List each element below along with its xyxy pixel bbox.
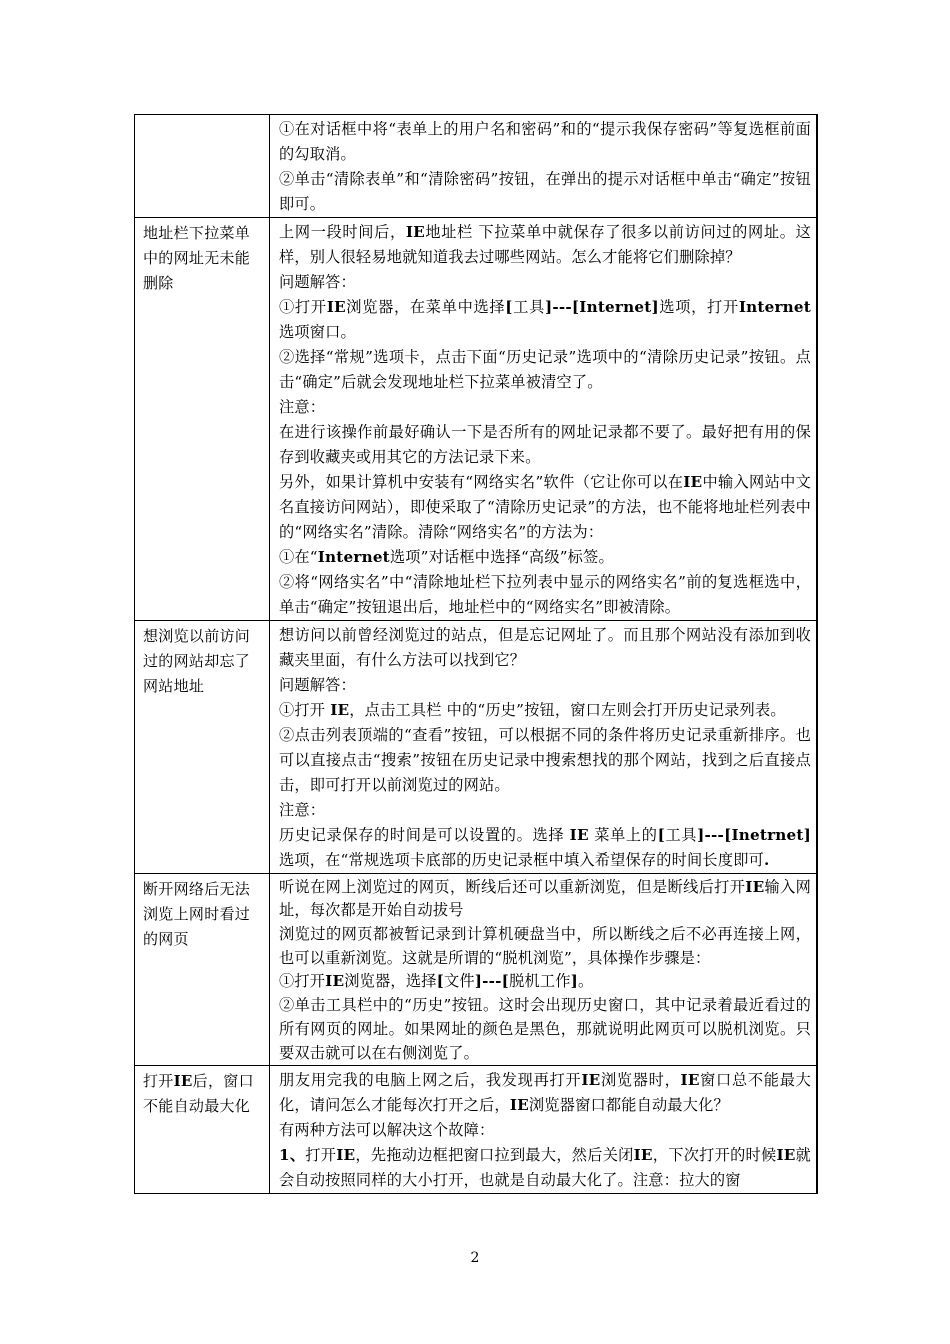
question-cell: 断开网络后无法浏览上网时看过的网页 <box>135 874 270 1066</box>
answer-paragraph: 想访问以前曾经浏览过的站点，但是忘记网址了。而且那个网站没有添加到收藏夹里面，有什么方法可以找到它？ <box>279 626 811 669</box>
answer-paragraph: 上网一段时间后，IE地址栏 下拉菜单中就保存了很多以前访问过的网址。这样，别人很轻易地就知道我去过哪些网站。怎么才能将它们删除掉？ <box>279 223 811 266</box>
answer-paragraph: ②点击列表顶端的“查看”按钮，可以根据不同的条件将历史记录重新排序。也可以直接点击“搜索”按钮在历史记录中搜索想找的那个网站，找到之后直接点击，即可打开以前浏览过的网站。 <box>279 726 811 794</box>
question-cell: 想浏览以前访问过的网站却忘了网站地址 <box>135 621 270 874</box>
table-row <box>135 621 818 874</box>
answer-paragraph: ①打开IE浏览器，选择[文件]---[脱机工作]。 <box>279 972 594 990</box>
answer-paragraph: ①打开 IE，点击工具栏 中的“历史”按钮，窗口左则会打开历史记录列表。 <box>279 701 786 719</box>
page-number: 2 <box>470 1250 480 1266</box>
answer-paragraph: 浏览过的网页都被暂记录到计算机硬盘当中，所以断线之后不必再连接上网，也可以重新浏览。这就是所谓的“脱机浏览”，具体操作步骤是： <box>279 925 811 967</box>
answer-paragraph: 注意： <box>279 398 326 416</box>
answer-paragraph: ①在“Internet选项”对话框中选择“高级”标签。 <box>279 548 614 566</box>
answer-paragraph: 朋友用完我的电脑上网之后，我发现再打开IE浏览器时，IE窗口总不能最大化，请问怎么才能每次打开之后，IE浏览器窗口都能自动最大化？ <box>279 1071 811 1114</box>
table-row <box>135 874 818 1066</box>
question-cell: 地址栏下拉菜单中的网址无未能删除 <box>135 218 270 621</box>
answer-cell <box>270 115 818 218</box>
table-row <box>135 1066 818 1194</box>
answer-paragraph: ①在对话框中将“表单上的用户名和密码”和的“提示我保存密码”等复选框前面的勾取消。 <box>279 120 811 163</box>
answer-cell <box>270 1066 818 1194</box>
table-row <box>135 218 818 621</box>
answer-paragraph: ②将“网络实名”中“清除地址栏下拉列表中显示的网络实名”前的复选框选中，单击“确定”按钮退出后，地址栏中的“网络实名”即被清除。 <box>279 573 811 616</box>
answer-paragraph: 注意： <box>279 801 326 819</box>
answer-paragraph: ②单击工具栏中的“历史”按钮。这时会出现历史窗口，其中记录着最近看过的所有网页的网址。如果网址的颜色是黑色，那就说明此网页可以脱机浏览。只要双击就可以在右侧浏览了。 <box>279 996 811 1062</box>
answer-paragraph: 历史记录保存的时间是可以设置的。选择 IE 菜单上的[工具]---[Inetrnet]选项，在“常规选项卡底部的历史记录框中填入希望保存的时间长度即可. <box>279 826 811 869</box>
answer-cell <box>270 621 818 874</box>
answer-paragraph: 在进行该操作前最好确认一下是否所有的网址记录都不要了。最好把有用的保存到收藏夹或用其它的方法记录下来。 <box>279 423 811 466</box>
answer-paragraph: 问题解答： <box>279 273 356 291</box>
answer-cell <box>270 874 818 1066</box>
answer-paragraph: 听说在网上浏览过的网页，断线后还可以重新浏览，但是断线后打开IE输入网址，每次都是开始自动拔号 <box>279 878 812 919</box>
answer-paragraph: 有两种方法可以解决这个故障： <box>279 1121 495 1139</box>
question-cell <box>135 115 270 218</box>
table-row <box>135 115 818 218</box>
faq-table <box>134 114 818 1194</box>
answer-paragraph: ①打开IE浏览器，在菜单中选择[工具]---[Internet]选项，打开Internet选项窗口。 <box>279 298 812 341</box>
question-cell: 打开IE后，窗口不能自动最大化 <box>135 1066 270 1194</box>
answer-cell <box>270 218 818 621</box>
answer-paragraph: ②选择“常规”选项卡，点击下面“历史记录”选项中的“清除历史记录”按钮。点击“确定”后就会发现地址栏下拉菜单被清空了。 <box>279 348 811 391</box>
answer-paragraph: 1、打开IE，先拖动边框把窗口拉到最大，然后关闭IE，下次打开的时候IE就会自动按照同样的大小打开，也就是自动最大化了。注意：拉大的窗 <box>279 1146 812 1189</box>
answer-paragraph: ②单击“清除表单”和“清除密码”按钮，在弹出的提示对话框中单击“确定”按钮即可。 <box>279 170 811 213</box>
answer-paragraph: 问题解答： <box>279 676 356 694</box>
answer-paragraph: 另外，如果计算机中安装有“网络实名”软件（它让你可以在IE中输入网站中文名直接访问网站），即使采取了“清除历史记录”的方法，也不能将地址栏列表中的“网络实名”清除。清除“网络实名”的方法为： <box>279 473 811 541</box>
